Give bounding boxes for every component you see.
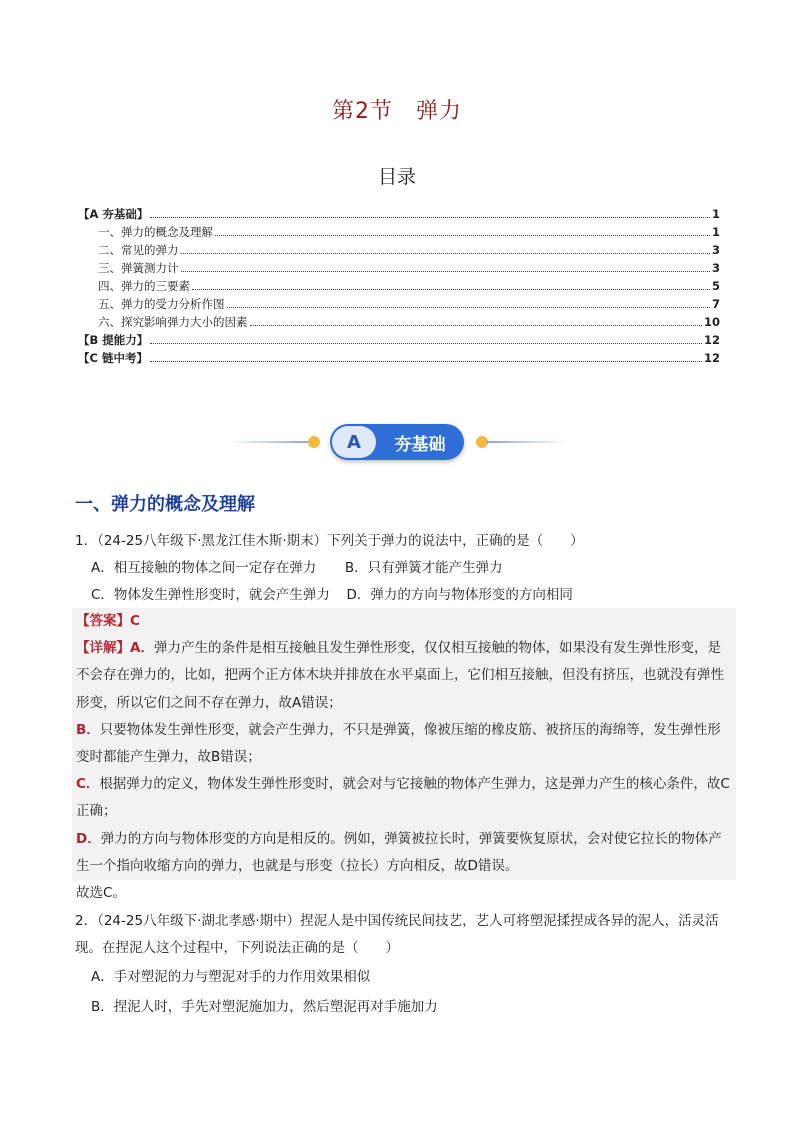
detail-d-text: 弹力的方向与物体形变的方向是相反的。例如，弹簧被拉长时，弹簧要恢复原状，会对使它拉长的物体产生一个指向收缩方向的弹力，也就是与形变（拉长）方向相反，故D错误。 [76, 830, 722, 874]
toc-entry-label: 二、常见的弹力 [98, 243, 179, 257]
banner-pill [330, 424, 464, 460]
question-1-option-b: B．只有弹簧才能产生弹力 [344, 560, 503, 576]
answer-value: C [130, 613, 140, 629]
toc-leader-dots [150, 216, 710, 218]
page-title: 第2节 弹力 [332, 99, 462, 124]
toc-entry-label: 【B 提能力】 [78, 333, 149, 347]
toc-entry[interactable] [78, 223, 720, 241]
banner-line-left [228, 441, 310, 443]
toc-entry[interactable] [78, 259, 720, 277]
toc-leader-dots [192, 288, 710, 290]
toc-entry-page: 12 [703, 333, 720, 347]
toc-entry-page: 1 [711, 225, 720, 239]
detail-d [76, 826, 732, 880]
toc-entry-page: 3 [711, 261, 720, 275]
toc-entry[interactable] [78, 205, 720, 223]
toc-entry[interactable] [78, 295, 720, 313]
toc-leader-dots [215, 234, 710, 236]
toc-entry-page: 1 [711, 207, 720, 221]
toc-leader-dots [227, 306, 710, 308]
toc-entry[interactable] [78, 349, 720, 367]
question-1-option-a: A．相互接触的物体之间一定存在弹力 [91, 560, 317, 576]
detail-label: 【详解】 [76, 640, 130, 657]
question-2-stem: 2．（24-25八年级下·湖北孝感·期中）捏泥人是中国传统民间技艺，艺人可将塑泥揉捏成各异的泥人，活灵活现。在捏泥人这个过程中，下列说法正确的是（ ） [75, 913, 719, 956]
question-1 [75, 527, 735, 609]
toc-entry-page: 10 [703, 315, 720, 329]
answer-explanation-box [72, 608, 736, 902]
toc-entry-label: 【A 夯基础】 [78, 207, 149, 221]
toc-entry[interactable] [78, 313, 720, 331]
detail-a [76, 635, 732, 717]
toc-entry-label: 四、弹力的三要素 [98, 279, 190, 293]
detail-b-tag: B． [76, 721, 100, 738]
detail-c-tag: C． [76, 776, 100, 793]
toc-entry[interactable] [78, 241, 720, 259]
detail-d-tag: D． [76, 830, 101, 847]
toc-entry-label: 三、弹簧测力计 [98, 261, 179, 275]
toc-leader-dots [150, 342, 702, 344]
conclusion: 故选C。 [76, 885, 126, 902]
question-2 [75, 908, 735, 1022]
question-1-option-c: C．物体发生弹性形变时，就会产生弹力 [91, 587, 330, 603]
toc-entry-label: 【C 链中考】 [78, 351, 148, 365]
detail-b-text: 只要物体发生弹性形变，就会产生弹力，不只是弹簧，像被压缩的橡皮筋、被挤压的海绵等，发生弹性形变时都能产生弹力，故B错误； [76, 721, 721, 766]
section-heading: 一、弹力的概念及理解 [75, 494, 255, 515]
toc-entry[interactable] [78, 331, 720, 349]
detail-a-tag: A． [130, 640, 154, 657]
question-1-option-d: D．弹力的方向与物体形变的方向相同 [346, 587, 573, 603]
toc-entry-page: 3 [711, 243, 720, 257]
banner-dot-left-icon [308, 436, 320, 448]
question-1-stem: 1．（24-25八年级下·黑龙江佳木斯·期末）下列关于弹力的说法中，正确的是（ ） [75, 533, 584, 549]
toc-entry-label: 六、探究影响弹力大小的因素 [98, 315, 248, 329]
question-2-option-b: B．捏泥人时，手先对塑泥施加力，然后塑泥再对手施加力 [91, 999, 438, 1015]
detail-c-text: 根据弹力的定义，物体发生弹性形变时，就会对与它接触的物体产生弹力，这是弹力产生的核心条件，故C正确； [76, 776, 730, 820]
question-1-options-row-1 [75, 555, 735, 582]
toc-entry-page: 5 [711, 279, 720, 293]
banner-line-right [486, 441, 568, 443]
toc-leader-dots [181, 270, 710, 272]
answer-label: 【答案】 [76, 613, 130, 629]
toc-heading: 目录 [377, 166, 416, 188]
banner-letter: A [332, 426, 376, 458]
toc-entry-label: 一、弹力的概念及理解 [98, 225, 213, 239]
toc-entry-page: 7 [711, 297, 720, 311]
section-banner [228, 420, 568, 464]
toc-entry-label: 五、弹力的受力分析作图 [98, 297, 225, 311]
answer-line [76, 608, 732, 635]
question-1-options-row-2 [75, 582, 735, 609]
toc-leader-dots [150, 360, 702, 362]
question-2-option-a: A．手对塑泥的力与塑泥对手的力作用效果相似 [91, 969, 371, 985]
toc-leader-dots [181, 252, 710, 254]
detail-a-text: 弹力产生的条件是相互接触且发生弹性形变，仅仅相互接触的物体，如果没有发生弹性形变，是不会存在弹力的，比如，把两个正方体木块并排放在水平桌面上，它们相互接触，但没有挤压，也就没有弹性形变，所以它们之间不存在弹力，故A错误； [76, 640, 724, 711]
toc-entry[interactable] [78, 277, 720, 295]
toc-leader-dots [250, 324, 702, 326]
table-of-contents [78, 205, 720, 367]
banner-text: 夯基础 [394, 434, 446, 455]
detail-b [76, 717, 732, 771]
toc-entry-page: 12 [703, 351, 720, 365]
detail-c [76, 771, 732, 825]
